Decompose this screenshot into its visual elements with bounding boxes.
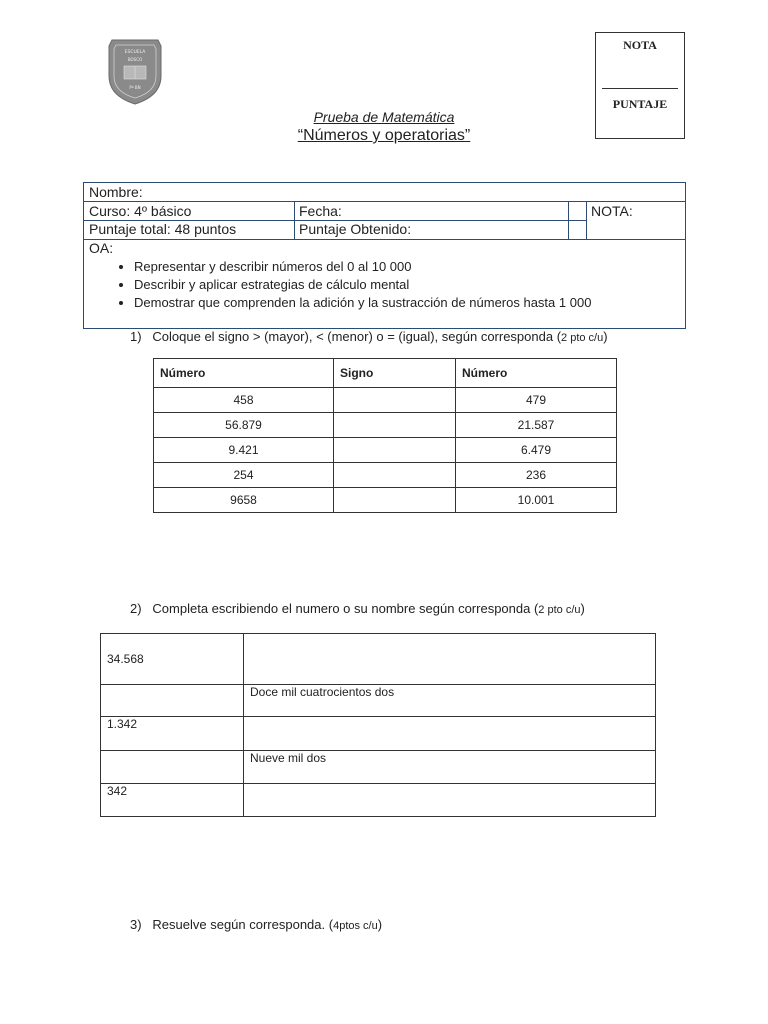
sign-answer-cell[interactable] [334,463,456,488]
name-answer-cell[interactable] [244,784,656,817]
name-answer-cell[interactable] [244,717,656,751]
sign-answer-cell[interactable] [334,388,456,413]
table-row [101,634,656,685]
oa-label: OA: [89,240,114,256]
numeral-cell: 1.342 [101,717,244,751]
table-row [101,685,656,717]
table-row [154,488,617,513]
question-3-text: Resuelve según corresponda. ( [152,917,334,932]
question-1-close: ) [603,329,608,344]
number-right: 479 [456,388,617,413]
table-row [101,784,656,817]
oa-item: • Representar y describir números del 0 al 10 000 [134,258,591,276]
question-1 [130,329,608,344]
field-puntaje-obtenido[interactable]: Puntaje Obtenido: [299,221,412,237]
oa-list [114,258,591,312]
table-row [154,388,617,413]
grade-box-nota-label: NOTA [623,38,657,52]
crest-text-top: ESCUELA [124,50,146,55]
comparison-table [153,358,617,513]
table-header-row [154,359,617,388]
field-fecha[interactable]: Fecha: [299,203,342,219]
number-name-table [100,633,656,817]
crest-text-middle: BOSCO [127,57,143,62]
table-row [101,751,656,784]
number-left: 9658 [154,488,334,513]
question-2-points: 2 pto c/u [538,604,581,616]
table-row [101,717,656,751]
table-row [154,413,617,438]
field-puntaje-total: Puntaje total: 48 puntos [89,221,237,237]
number-left: 56.879 [154,413,334,438]
exam-title: “Números y operatorias” [297,127,471,144]
numeral-cell: 342 [101,784,244,817]
question-2-text: Completa escribiendo el numero o su nombre según corresponda ( [152,601,539,616]
school-crest-logo [106,36,164,106]
numeral-answer-cell[interactable] [101,685,244,717]
column-header-signo: Signo [334,359,456,388]
table-row [154,463,617,488]
grade-box-divider [602,88,678,89]
student-info-table [83,182,686,329]
table-row [154,438,617,463]
exam-subtitle: Prueba de Matemática [313,109,455,125]
info-divider [568,201,569,239]
question-1-number: 1) [130,329,142,344]
name-cell: Nueve mil dos [244,751,656,784]
column-header-numero-right: Número [456,359,617,388]
question-3 [130,917,382,932]
question-3-number: 3) [130,917,142,932]
oa-item: • Describir y aplicar estrategias de cálculo mental [134,276,591,294]
field-nota[interactable]: NOTA: [591,203,633,219]
number-right: 21.587 [456,413,617,438]
numeral-cell: 34.568 [101,634,244,685]
question-3-points: 4ptos c/u [333,920,378,932]
number-left: 458 [154,388,334,413]
question-2-number: 2) [130,601,142,616]
oa-item: • Demostrar que comprenden la adición y la sustracción de números hasta 1 000 [134,294,591,312]
question-3-close: ) [377,917,383,932]
question-2 [130,601,585,616]
question-1-text: Coloque el signo > (mayor), < (menor) o = (igual), según corresponda ( [152,329,562,344]
crest-text-bottom: Pº BN [129,85,141,90]
info-divider [84,239,685,240]
number-right: 236 [456,463,617,488]
sign-answer-cell[interactable] [334,438,456,463]
numeral-answer-cell[interactable] [101,751,244,784]
name-answer-cell[interactable] [244,634,656,685]
question-1-points: 2 pto c/u [561,332,604,344]
number-right: 6.479 [456,438,617,463]
field-curso: Curso: 4º básico [89,203,192,219]
sign-answer-cell[interactable] [334,413,456,438]
column-header-numero-left: Número [154,359,334,388]
number-left: 9.421 [154,438,334,463]
number-left: 254 [154,463,334,488]
name-cell: Doce mil cuatrocientos dos [244,685,656,717]
grade-box-puntaje-label: PUNTAJE [612,97,668,111]
question-2-close: ) [580,601,585,616]
field-nombre[interactable]: Nombre: [89,184,143,200]
number-right: 10.001 [456,488,617,513]
sign-answer-cell[interactable] [334,488,456,513]
